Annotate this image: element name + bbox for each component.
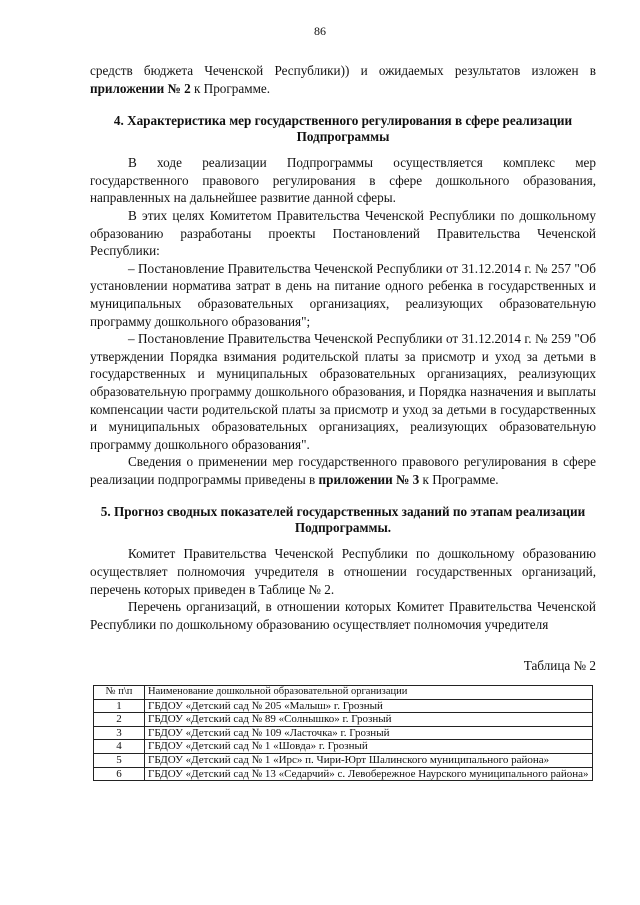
row-number: 2 — [94, 713, 145, 727]
row-number: 1 — [94, 699, 145, 713]
section-5-paragraph-2: Перечень организаций, в отношении которых Комитет Правительства Чеченской Республики по дошкольному образованию осуществляет полномочия учредителя — [90, 599, 596, 632]
organizations-table — [93, 685, 593, 781]
intro-paragraph — [90, 62, 596, 97]
intro-tail: к Программе. — [190, 80, 271, 96]
section-4-paragraph-2: В этих целях Комитетом Правительства Чеченской Республики по дошкольному образованию разработаны проекты Постановлений Правительства Чеченской Республики: — [90, 207, 596, 259]
section-4-paragraph-3 — [90, 453, 596, 488]
table-row — [94, 699, 593, 713]
table-row — [94, 713, 593, 727]
document-body — [90, 62, 596, 781]
table-row — [94, 767, 593, 781]
table-row — [94, 726, 593, 740]
intro-text: средств бюджета Чеченской Республики)) и ожидаемых результатов изложен в — [90, 63, 596, 78]
page-number: 86 — [314, 24, 326, 38]
section-5-heading: 5. Прогноз сводных показателей государственных заданий по этапам реализации Подпрограммы. — [100, 504, 586, 535]
row-number: 6 — [94, 767, 145, 781]
header-organization: Наименование дошкольной образовательной организации — [145, 686, 593, 700]
row-organization: ГБДОУ «Детский сад № 1 «Ирс» п. Чири-Юрт Шалинского муниципального района» — [145, 754, 593, 768]
table-header-row — [94, 686, 593, 700]
section-4-appendix-ref: приложении № 3 — [318, 471, 420, 487]
row-number: 5 — [94, 754, 145, 768]
row-organization: ГБДОУ «Детский сад № 89 «Солнышко» г. Грозный — [145, 713, 593, 727]
decree-item-259: – Постановление Правительства Чеченской Республики от 31.12.2014 г. № 259 "Об утверждении Порядка взимания родительской платы за присмотр и уход за детьми в государственных и муниципальных образовательных организациях, реализующих образовательную программу дошкольного образования, и Порядка назначения и выплаты компенсации части родительской платы за присмотр и уход за детьми в государственных и муниципальных образовательных организациях, реализующих образовательную программу дошкольного образования". — [90, 331, 596, 452]
row-organization: ГБДОУ «Детский сад № 13 «Седарчий» с. Левобережное Наурского муниципального района» — [145, 767, 593, 781]
section-5-paragraph-1: Комитет Правительства Чеченской Республики по дошкольному образованию осуществляет полномочия учредителя в отношении государственных организаций, перечень которых приведен в Таблице № 2. — [90, 546, 596, 597]
row-organization: ГБДОУ «Детский сад № 109 «Ласточка» г. Грозный — [145, 726, 593, 740]
intro-appendix-ref: приложении № 2 — [90, 80, 191, 96]
decree-item-257: – Постановление Правительства Чеченской Республики от 31.12.2014 г. № 257 "Об установлении норматива затрат в день на питание одного ребенка в государственных и муниципальных образовательных организациях, реализующих образовательную программу дошкольного образования"; — [90, 260, 596, 329]
row-organization: ГБДОУ «Детский сад № 1 «Шовда» г. Грозный — [145, 740, 593, 754]
row-number: 4 — [94, 740, 145, 754]
table-row — [94, 740, 593, 754]
section-4-p3-tail: к Программе. — [419, 471, 499, 487]
table-caption: Таблица № 2 — [523, 658, 596, 674]
row-organization: ГБДОУ «Детский сад № 205 «Малыш» г. Грозный — [145, 699, 593, 713]
table-row — [94, 754, 593, 768]
section-4-paragraph-1: В ходе реализации Подпрограммы осуществляется комплекс мер государственного правового регулирования в сфере дошкольного образования, направленных на дальнейшее развитие данной сферы. — [90, 155, 596, 206]
section-4-heading: 4. Характеристика мер государственного регулирования в сфере реализации Подпрограммы — [113, 113, 573, 144]
row-number: 3 — [94, 726, 145, 740]
section-4-p3-text: Сведения о применении мер государственного правового регулирования в сфере реализации подпрограммы приведены в — [90, 454, 596, 487]
header-number: № п\п — [94, 686, 145, 700]
